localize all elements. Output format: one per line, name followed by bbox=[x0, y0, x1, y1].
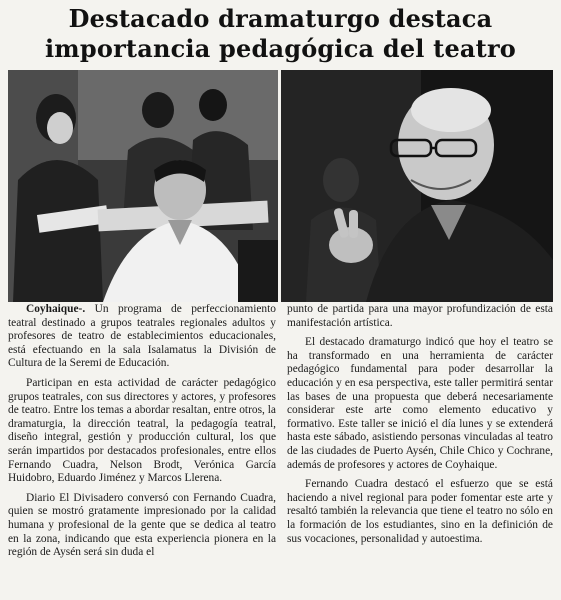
article-paragraph: Diario El Divisadero conversó con Fernando Cuadra, quien se mostró gratamente impresionado por la calidad humana y profesional de la gente que se dedica al teatro en la zona, indicando que esta experiencia pionera en la región de Aysén será sin duda el bbox=[8, 491, 276, 559]
article-paragraph: Fernando Cuadra destacó el esfuerzo que se está haciendo a nivel regional para poder fomentar este arte y resaltó también la relevancia que tiene el teatro no sólo en la formación de los estudiantes, sino en la definición de sus vocaciones, personalidad y autoestima. bbox=[287, 478, 553, 545]
headline-line-1: Destacado dramaturgo destaca bbox=[68, 4, 493, 33]
dramaturgist-portrait-photo bbox=[281, 70, 553, 302]
dateline: Coyhaique-. bbox=[26, 303, 86, 315]
article-paragraph: El destacado dramaturgo indicó que hoy el teatro se ha transformado en una herramienta de carácter pedagógico fundamental para poder desarrollar la educación y en esa perspectiva, este taller permitirá sentar las bases de una propuesta que deberá necesariamente considerar este arte como elemento educativo y formativo. Este taller se inició el día lunes y se extenderá hasta este sábado, asistiendo personas vinculadas al teatro de las ciudades de Puerto Aysén, Chile Chico y Cochrane, además de profesores y actores de Coyhaique. bbox=[287, 336, 553, 471]
article-column-right bbox=[287, 303, 553, 552]
paragraph-text: Un programa de perfeccionamiento teatral destinado a grupos teatrales regionales adultos y profesores de teatro de establecimientos educacionales, está efectuando en la sala Isalamatus la División de Cultura de la Seremi de Educación. bbox=[8, 303, 276, 370]
article-column-left bbox=[8, 303, 276, 566]
headline bbox=[0, 4, 561, 64]
article-paragraph: Participan en esta actividad de carácter pedagógico grupos teatrales, con sus directores y actores, y profesores de teatro. Entre los temas a abordar resaltan, entre otros, la dramaturgia, la dirección teatral, la pedagogía teatral, diseño integral, gestión y producción cultural, los que serán impartidos por destacados profesionales, entre ellos Fernando Cuadra, Nelson Brodt, Verónica García Huidobro, Eduardo Jiménez y Marcos Llerena. bbox=[8, 376, 276, 485]
headline-line-2: importancia pedagógica del teatro bbox=[44, 34, 517, 63]
workshop-participants-photo bbox=[8, 70, 278, 302]
article-paragraph: punto de partida para una mayor profundización de esta manifestación artística. bbox=[287, 303, 553, 329]
article-paragraph bbox=[8, 303, 276, 371]
